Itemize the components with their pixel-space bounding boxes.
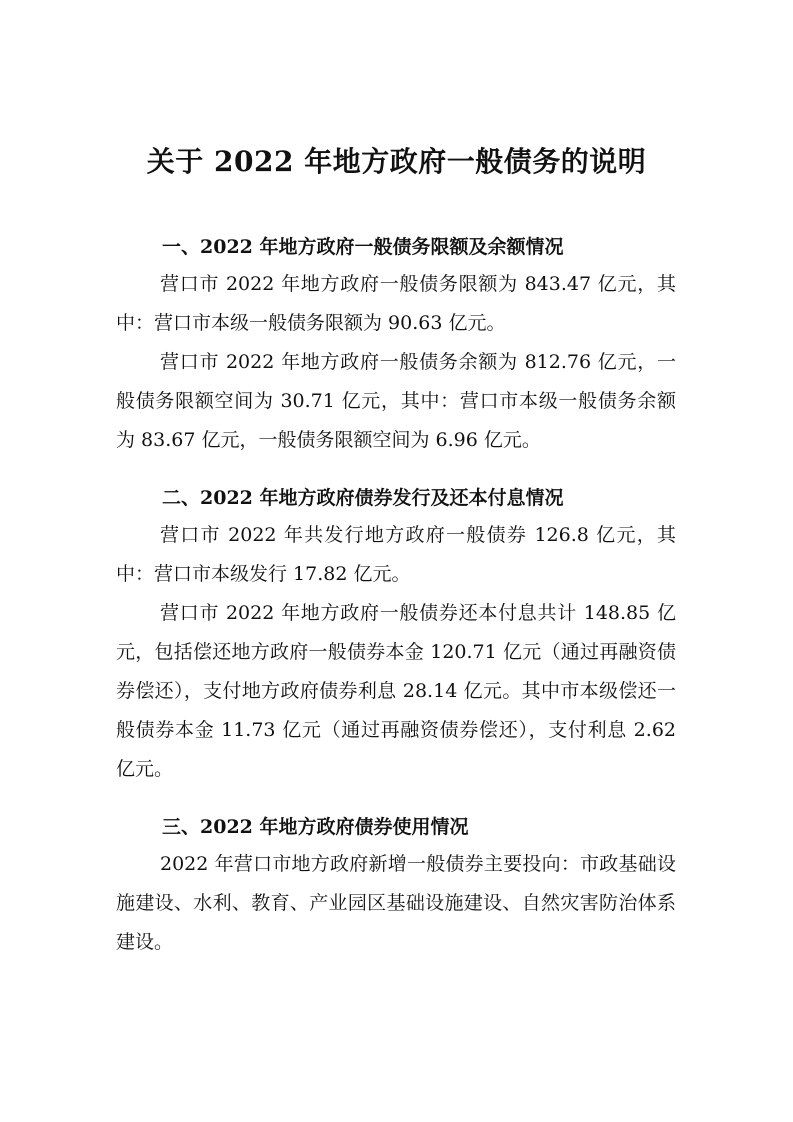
section-1-paragraph-1: 营口市 2022 年地方政府一般债务限额为 843.47 亿元，其中：营口市本级一般债务限额为 90.63 亿元。 bbox=[116, 273, 676, 334]
section-1-paragraph-2: 营口市 2022 年地方政府一般债务余额为 812.76 亿元，一般债务限额空间为 30.71 亿元，其中：营口市本级一般债务余额为 83.67 亿元，一般债务限额空间为 6.96 亿元。 bbox=[116, 351, 676, 451]
section-2-heading: 二、2022 年地方政府债券发行及还本付息情况 bbox=[162, 487, 564, 509]
section-2-paragraph-2: 营口市 2022 年地方政府一般债券还本付息共计 148.85 亿元，包括偿还地方政府一般债券本金 120.71 亿元（通过再融资债券偿还），支付地方政府债券利息 28.14 亿元。其中市本级偿还一般债券本金 11.73 亿元（通过再融资债券偿还），支付利息 2.62 亿元。 bbox=[116, 602, 676, 780]
section-1-heading: 一、2022 年地方政府一般债务限额及余额情况 bbox=[162, 236, 564, 258]
section-3-paragraph-1: 2022 年营口市地方政府新增一般债券主要投向：市政基础设施建设、水利、教育、产业园区基础设施建设、自然灾害防治体系建设。 bbox=[116, 853, 676, 953]
document-title: 关于 2022 年地方政府一般债务的说明 bbox=[146, 145, 647, 178]
section-2-paragraph-1: 营口市 2022 年共发行地方政府一般债券 126.8 亿元，其中：营口市本级发行 17.82 亿元。 bbox=[116, 524, 676, 585]
section-3-heading: 三、2022 年地方政府债券使用情况 bbox=[162, 816, 469, 838]
